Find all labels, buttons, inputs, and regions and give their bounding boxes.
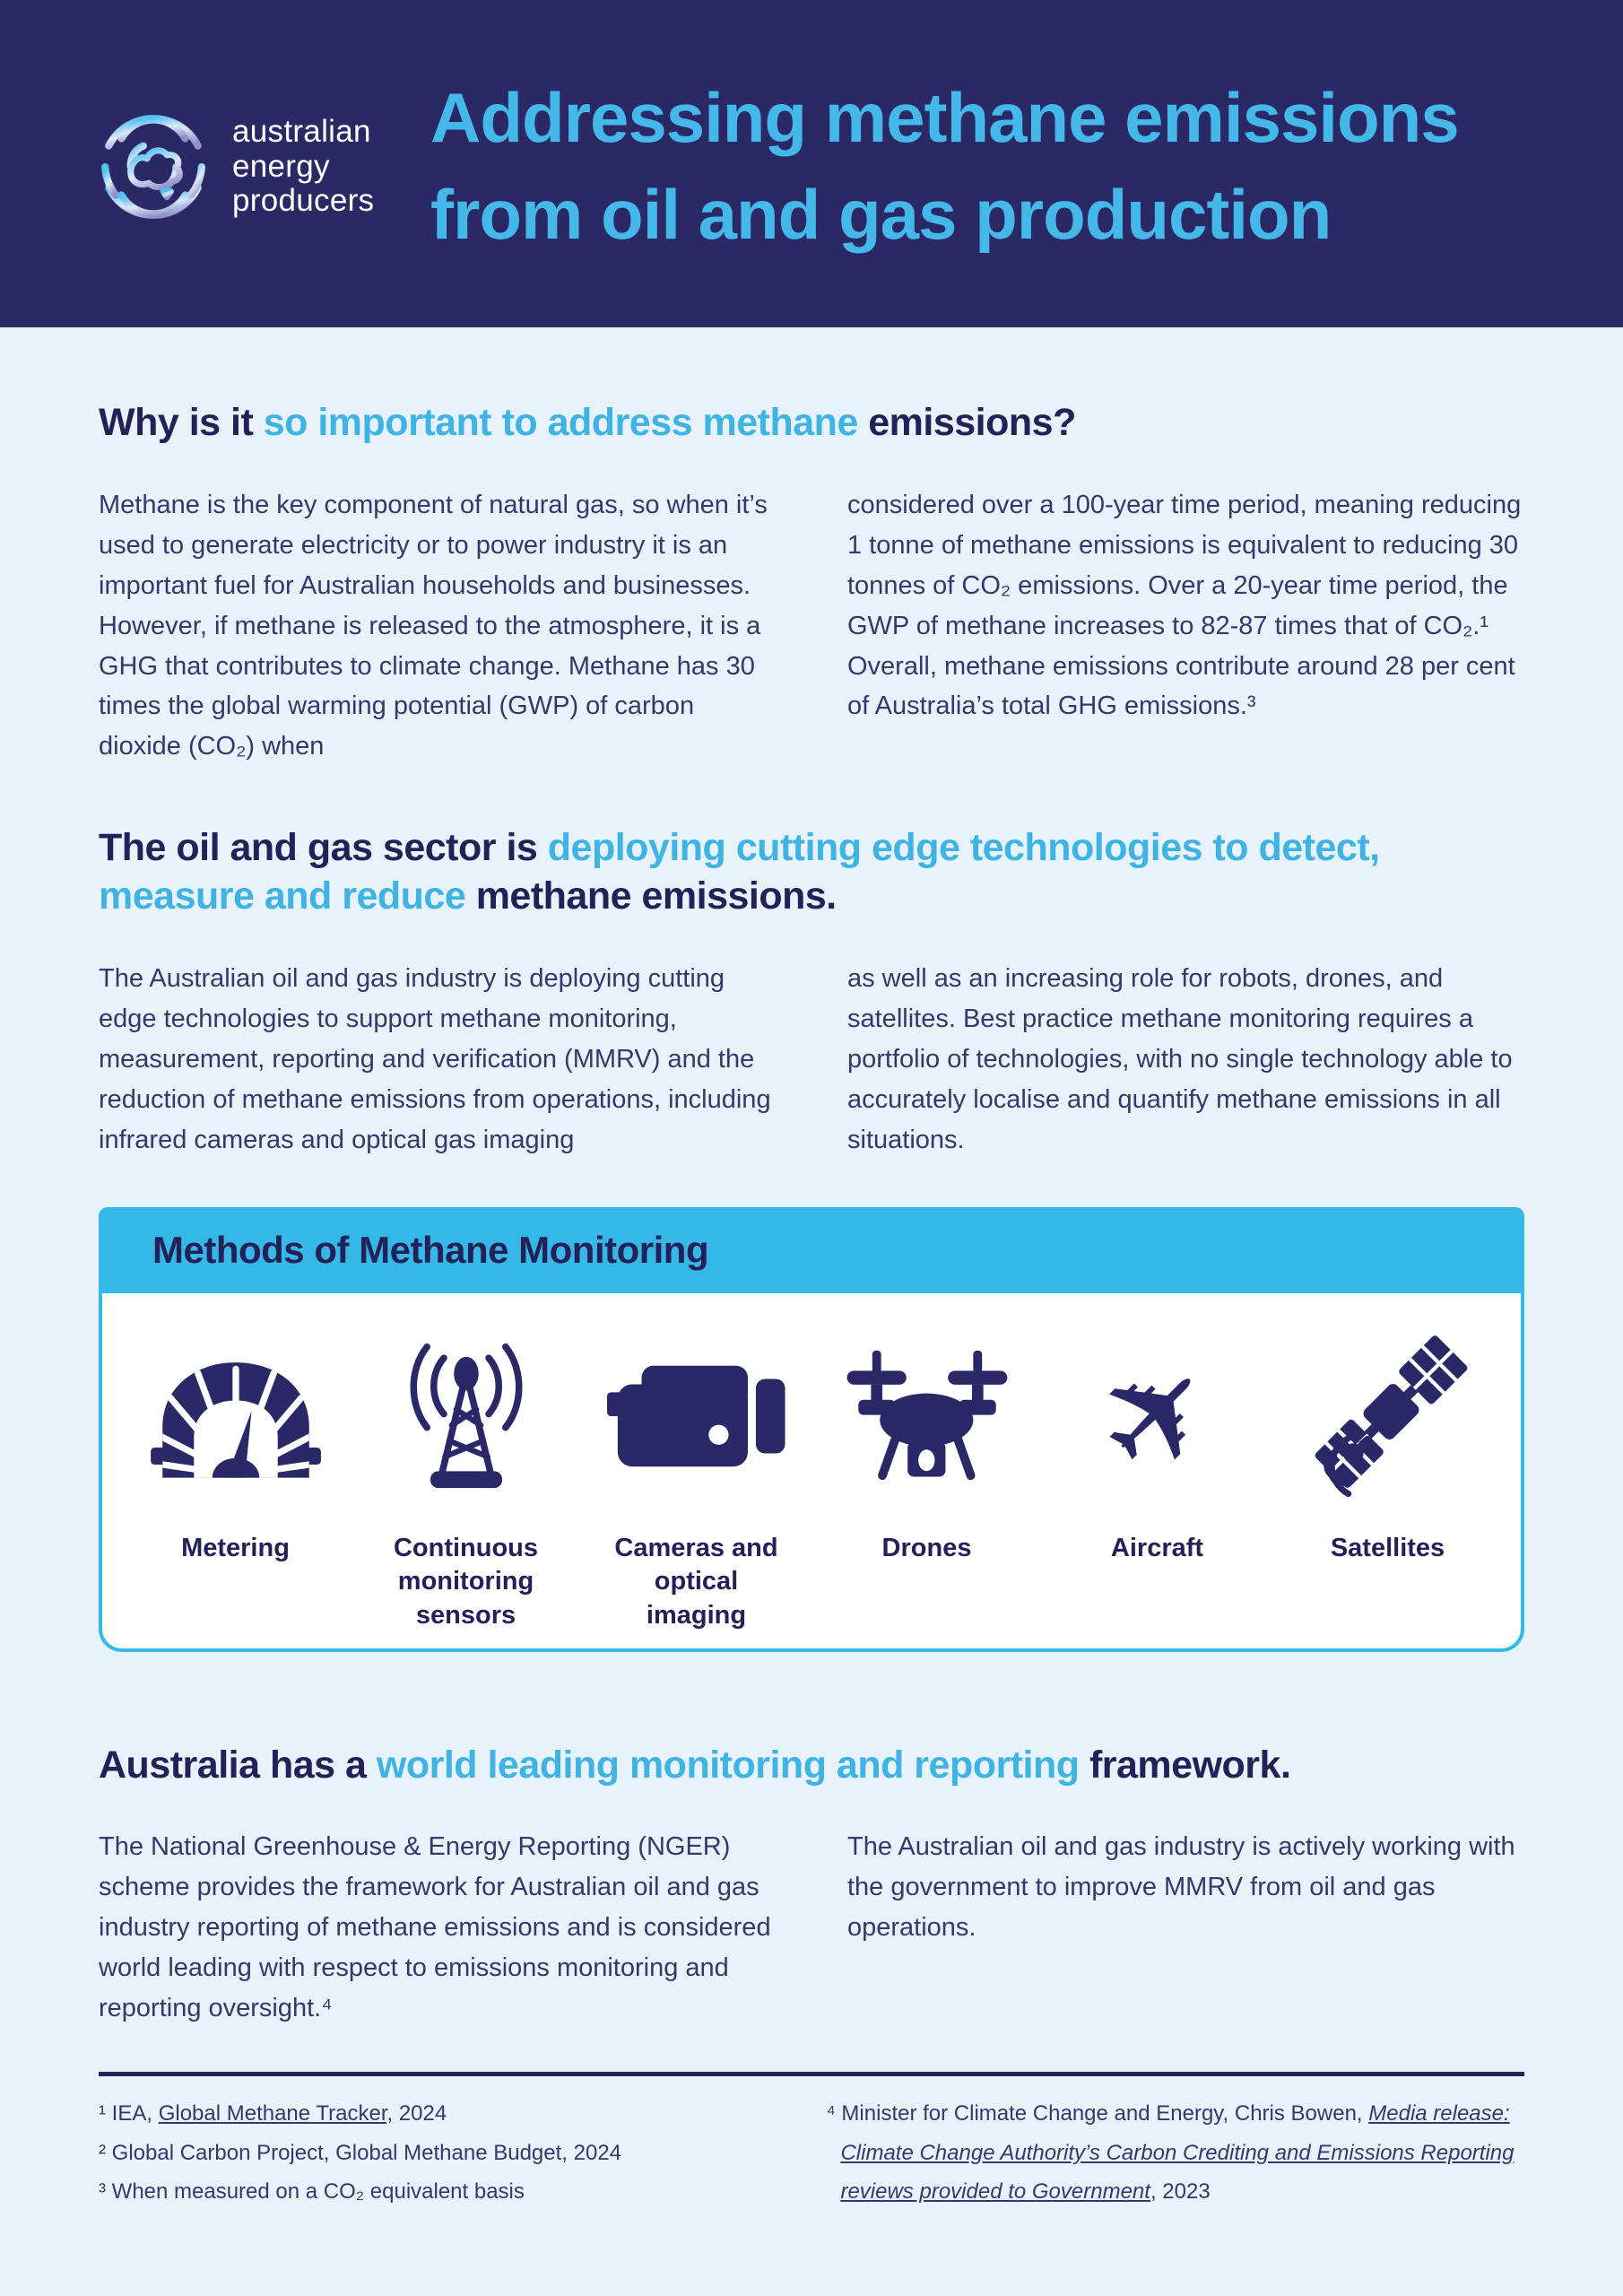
footnote-text: ¹ IEA, [99, 2100, 159, 2126]
two-column-text [99, 485, 1524, 768]
footnotes-left-column [99, 2094, 763, 2212]
method-metering [120, 1309, 351, 1648]
section-heading-technologies [99, 824, 1524, 921]
footnote-1 [99, 2094, 763, 2134]
section-heading-framework [99, 1742, 1524, 1790]
heading-text: Australia has a [99, 1743, 377, 1787]
heading-text: framework. [1079, 1743, 1291, 1787]
method-label: Cameras and optical imaging [614, 1533, 778, 1630]
brand-logo [94, 108, 374, 226]
gauge-icon [151, 1351, 321, 1482]
heading-accent-text: so important to address methane [263, 401, 858, 444]
method-label: Continuous monitoring sensors [393, 1533, 539, 1630]
monitoring-box-title: Methods of Methane Monitoring [152, 1228, 709, 1271]
monitoring-box-body [99, 1293, 1524, 1652]
method-satellites [1272, 1309, 1503, 1648]
method-label: Metering [181, 1533, 290, 1562]
heading-accent-text: world leading monitoring and reporting [376, 1743, 1080, 1787]
section-framework [99, 1742, 1524, 2029]
logo-word-1: australian [232, 114, 371, 150]
page-title-line-1: Addressing methane emissions [430, 78, 1459, 157]
page-title-line-2: from oil and gas production [430, 174, 1332, 254]
footnote-text: 2024 [393, 2100, 447, 2126]
footnote-text: ⁴ Minister for Climate Change and Energy, Chris Bowen, [826, 2100, 1369, 2126]
two-column-text [99, 1827, 1524, 2029]
footnotes-right-column [826, 2094, 1524, 2212]
footnote-2: ² Global Carbon Project, Global Methane Budget, 2024 [99, 2140, 622, 2165]
section-why-important [99, 399, 1524, 767]
heading-text: The oil and gas sector is [99, 826, 548, 870]
page-title [430, 70, 1459, 263]
footnote-text: , 2023 [1150, 2179, 1211, 2205]
satellite-icon [1303, 1331, 1473, 1501]
method-continuous-sensors [351, 1309, 581, 1648]
footnote-4-link[interactable]: Media release: Climate Change Authority’s Carbon Crediting and Emissions Reporting reviews provided to Government [840, 2100, 1515, 2205]
methods-of-methane-monitoring-box [99, 1207, 1524, 1652]
section-technologies [99, 824, 1524, 1160]
brand-logo-wordmark [232, 115, 374, 219]
monitoring-box-header [99, 1207, 1524, 1293]
method-aircraft [1042, 1309, 1272, 1648]
drone-icon [842, 1340, 1012, 1492]
video-camera-icon [607, 1349, 786, 1483]
paragraph-right: The Australian oil and gas industry is actively working with the government to improve MMRV from oil and gas operations. [847, 1832, 1515, 1943]
paragraph-right: as well as an increasing role for robots, drones, and satellites. Best practice methane monitoring requires a portfolio of technologies, with no single technology able to accurately localise and quantify methane emissions in all situations. [847, 963, 1513, 1154]
two-column-text [99, 959, 1524, 1161]
page-body [0, 399, 1623, 2212]
logo-word-3: producers [232, 183, 375, 219]
heading-text: emissions? [857, 401, 1076, 444]
footnote-4 [826, 2094, 1524, 2212]
heading-text: methane emissions. [465, 874, 837, 918]
method-label: Satellites [1330, 1533, 1445, 1562]
heading-text: Why is it [99, 401, 264, 444]
airplane-icon: ✈ [1062, 1320, 1253, 1511]
page-header [0, 0, 1623, 327]
radio-tower-icon [399, 1324, 534, 1508]
paragraph-left: Methane is the key component of natural gas, so when it’s used to generate electricity or to power industry it is an important fuel for Australian households and businesses. However, if methane is released to the atmosphere, it is a GHG that contributes to climate change. Methane has 30 times the global warming potential (GWP) of carbon dioxide (CO₂) when [99, 490, 768, 761]
paragraph-left: The National Greenhouse & Energy Reporting (NGER) scheme provides the framework for Australian oil and gas industry reporting of methane emissions and is considered world leading with respect to emissions monitoring and reporting oversight.⁴ [99, 1832, 771, 2022]
method-label: Aircraft [1110, 1533, 1204, 1562]
method-label: Drones [881, 1533, 972, 1562]
australian-energy-producers-logo-icon [94, 108, 213, 226]
section-heading-why [99, 399, 1524, 448]
heading-accent-text: deploying cutting edge technologies to detect, measure and reduce [99, 826, 1380, 918]
paragraph-right: considered over a 100-year time period, meaning reducing 1 tonne of methane emissions is equivalent to reducing 30 tonnes of CO₂ emissions. Over a 20-year time period, the GWP of methane increases to 82-87 times that of CO₂.¹ Overall, methane emissions contribute around 28 per cent of Australia’s total GHG emissions.³ [847, 490, 1522, 721]
footnote-divider [99, 2072, 1524, 2076]
footnote-3: ³ When measured on a CO₂ equivalent basis [99, 2179, 525, 2205]
logo-word-2: energy [232, 148, 330, 184]
footnotes [99, 2094, 1524, 2212]
method-cameras [581, 1309, 812, 1648]
method-drones [812, 1309, 1042, 1648]
paragraph-left: The Australian oil and gas industry is deploying cutting edge technologies to support methane monitoring, measurement, reporting and verification (MMRV) and the reduction of methane emissions from operations, including infrared cameras and optical gas imaging [99, 963, 771, 1154]
footnote-1-link[interactable]: Global Methane Tracker, [158, 2100, 394, 2126]
